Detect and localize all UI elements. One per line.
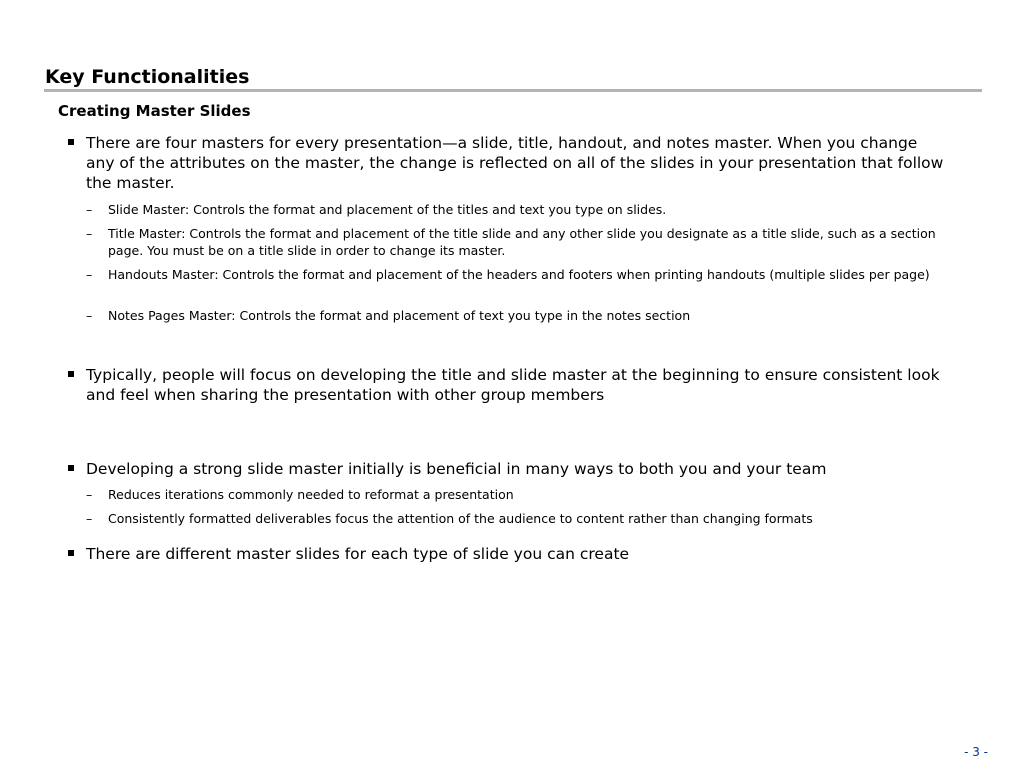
section-subtitle: Creating Master Slides — [58, 102, 251, 120]
dash-icon: – — [86, 267, 93, 282]
sub-bullet-item — [86, 307, 946, 324]
dash-icon: – — [86, 202, 93, 217]
sub-bullet-text: Notes Pages Master: Controls the format and placement of text you type in the notes section — [108, 308, 691, 323]
square-bullet-icon — [68, 139, 74, 145]
sub-bullet-item — [86, 201, 946, 218]
slide-title: Key Functionalities — [45, 66, 250, 88]
bullet-item — [66, 544, 946, 564]
square-bullet-icon — [68, 371, 74, 377]
bullet-text: Typically, people will focus on developing the title and slide master at the beginning to ensure consistent look and feel when sharing the presentation with other group members — [86, 366, 940, 404]
bullet-item — [66, 459, 946, 479]
sub-bullet-item — [86, 510, 946, 527]
title-divider — [44, 89, 982, 92]
sub-bullet-text: Consistently formatted deliverables focus the attention of the audience to content rather than changing formats — [108, 511, 813, 526]
square-bullet-icon — [68, 465, 74, 471]
dash-icon: – — [86, 511, 93, 526]
dash-icon: – — [86, 226, 93, 241]
sub-bullet-item — [86, 225, 946, 259]
sub-bullet-item — [86, 486, 946, 503]
dash-icon: – — [86, 487, 93, 502]
sub-bullet-text: Reduces iterations commonly needed to reformat a presentation — [108, 487, 514, 502]
sub-bullet-text: Slide Master: Controls the format and placement of the titles and text you type on slides. — [108, 202, 667, 217]
page-number: - 3 - — [964, 745, 988, 759]
bullet-item — [66, 365, 946, 405]
dash-icon: – — [86, 308, 93, 323]
square-bullet-icon — [68, 550, 74, 556]
bullet-text: There are four masters for every presentation—a slide, title, handout, and notes master. When you change any of the attributes on the master, the change is reflected on all of the slides in your presentation that follow the master. — [86, 134, 944, 192]
bullet-text: Developing a strong slide master initially is beneficial in many ways to both you and your team — [86, 460, 827, 478]
sub-bullet-text: Title Master: Controls the format and placement of the title slide and any other slide you designate as a title slide, such as a section page. You must be on a title slide in order to change its master. — [108, 226, 936, 258]
sub-bullet-item — [86, 266, 946, 283]
sub-bullet-text: Handouts Master: Controls the format and placement of the headers and footers when printing handouts (multiple slides per page) — [108, 267, 930, 282]
bullet-text: There are different master slides for each type of slide you can create — [86, 545, 630, 563]
bullet-item — [66, 133, 946, 193]
